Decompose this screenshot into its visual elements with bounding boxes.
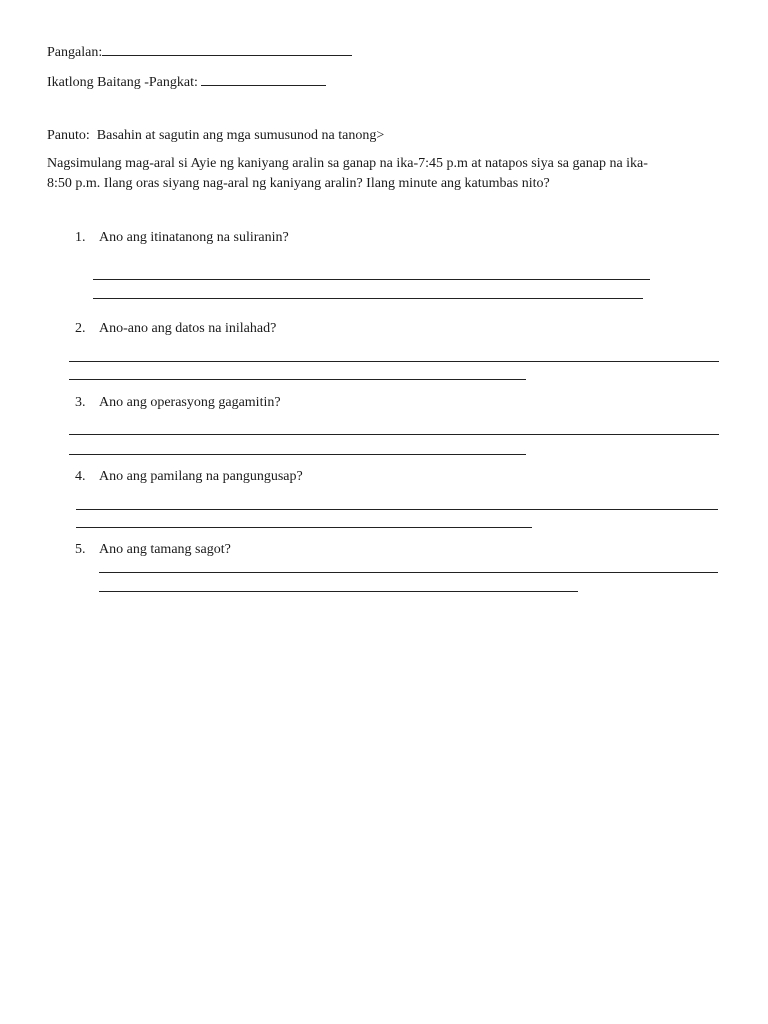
- grade-section-line: [47, 73, 326, 92]
- question-3-number: 3.: [75, 395, 86, 410]
- problem-line-1: Nagsimulang mag-aral si Ayie ng kaniyang aralin sa ganap na ika-7:45 p.m at natapos siya sa ganap na ika-: [47, 156, 648, 171]
- name-label: Pangalan:: [47, 45, 103, 60]
- instructions-text: Basahin at sagutin ang mga sumusunod na tanong>: [96, 128, 385, 143]
- question-5-answer-line-2[interactable]: [99, 591, 578, 592]
- section-blank[interactable]: [201, 73, 326, 86]
- question-1-text: Ano ang itinatanong na suliranin?: [99, 230, 289, 245]
- problem-line-2: 8:50 p.m. Ilang oras siyang nag-aral ng kaniyang aralin? Ilang minute ang katumbas nito?: [47, 176, 550, 191]
- name-blank[interactable]: [102, 43, 352, 56]
- instructions: [47, 127, 384, 145]
- question-2-answer-line-1[interactable]: [69, 361, 719, 362]
- question-3-text: Ano ang operasyong gagamitin?: [99, 395, 281, 410]
- question-2-text: Ano-ano ang datos na inilahad?: [99, 321, 277, 336]
- question-1-answer-line-1[interactable]: [93, 279, 650, 280]
- question-3-answer-line-2[interactable]: [69, 454, 526, 455]
- question-5-text: Ano ang tamang sagot?: [99, 542, 231, 557]
- question-2-answer-line-2[interactable]: [69, 379, 526, 380]
- question-1-number: 1.: [75, 230, 86, 245]
- name-line: [47, 43, 352, 62]
- grade-section-label: Ikatlong Baitang -Pangkat:: [47, 75, 198, 90]
- question-5-number: 5.: [75, 542, 86, 557]
- question-1-answer-line-2[interactable]: [93, 298, 643, 299]
- question-4-answer-line-2[interactable]: [76, 527, 532, 528]
- question-3-answer-line-1[interactable]: [69, 434, 719, 435]
- instructions-label: Panuto:: [47, 128, 90, 143]
- question-4-text: Ano ang pamilang na pangungusap?: [99, 469, 303, 484]
- question-4-number: 4.: [75, 469, 86, 484]
- question-5-answer-line-1[interactable]: [99, 572, 718, 573]
- question-2-number: 2.: [75, 321, 86, 336]
- question-4-answer-line-1[interactable]: [76, 509, 718, 510]
